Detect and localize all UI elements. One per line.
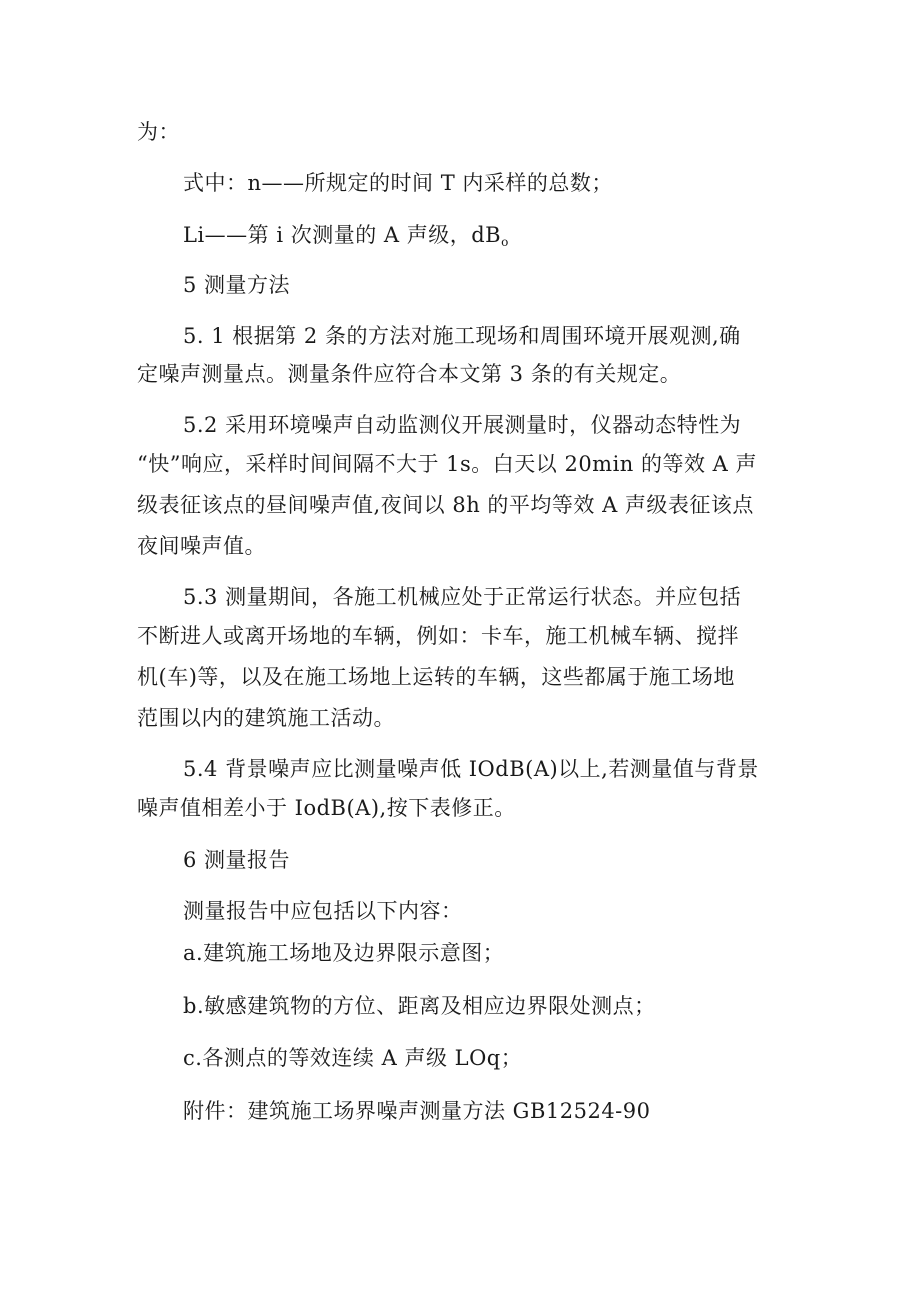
list-item: c.各测点的等效连续 A 声级 LOq； <box>183 1046 523 1070</box>
section-heading: 5 测量方法 <box>183 273 291 297</box>
text-line-body: Li——第 i 次测量的 A 声级，dB <box>183 223 502 247</box>
text-line: 5.2 采用环境噪声自动监测仪开展测量时，仪器动态特性为 <box>183 413 742 437</box>
text-line: 级表征该点的昼间噪声值,夜间以 8h 的平均等效 A 声级表征该点 <box>137 493 754 517</box>
text-line-with-unit <box>183 220 509 257</box>
section-heading: 6 测量报告 <box>183 848 291 872</box>
text-line: 机(车)等，以及在施工场地上运转的车辆，这些都属于施工场地 <box>137 665 735 689</box>
list-item: b.敏感建筑物的方位、距离及相应边界限处测点； <box>183 994 656 1018</box>
text-line: 噪声值相差小于 IodB(A),按下表修正。 <box>137 796 516 820</box>
text-line: 范围以内的建筑施工活动。 <box>137 706 395 730</box>
attachment-line: 附件：建筑施工场界噪声测量方法 GB12524-90 <box>183 1099 651 1123</box>
text-line: 5. 1 根据第 2 条的方法对施工现场和周围环境开展观测,确 <box>183 324 741 348</box>
text-line: 5.3 测量期间，各施工机械应处于正常运行状态。并应包括 <box>183 585 742 609</box>
list-item: a.建筑施工场地及边界限示意图； <box>183 941 505 965</box>
text-line: “快”响应，采样时间间隔不大于 1s。白天以 20min 的等效 A 声 <box>137 452 758 476</box>
unit-subscript: o <box>501 235 509 249</box>
text-line: 为： <box>137 120 180 144</box>
text-line: 夜间噪声值。 <box>137 534 266 558</box>
text-line: 式中：n——所规定的时间 T 内采样的总数； <box>183 171 613 195</box>
text-line: 定噪声测量点。测量条件应符合本文第 3 条的有关规定。 <box>137 362 682 386</box>
text-line: 测量报告中应包括以下内容： <box>183 899 463 923</box>
text-line: 5.4 背景噪声应比测量噪声低 IOdB(A)以上,若测量值与背景 <box>183 757 759 781</box>
text-line: 不断进人或离开场地的车辆，例如：卡车，施工机械车辆、搅拌 <box>137 624 739 648</box>
